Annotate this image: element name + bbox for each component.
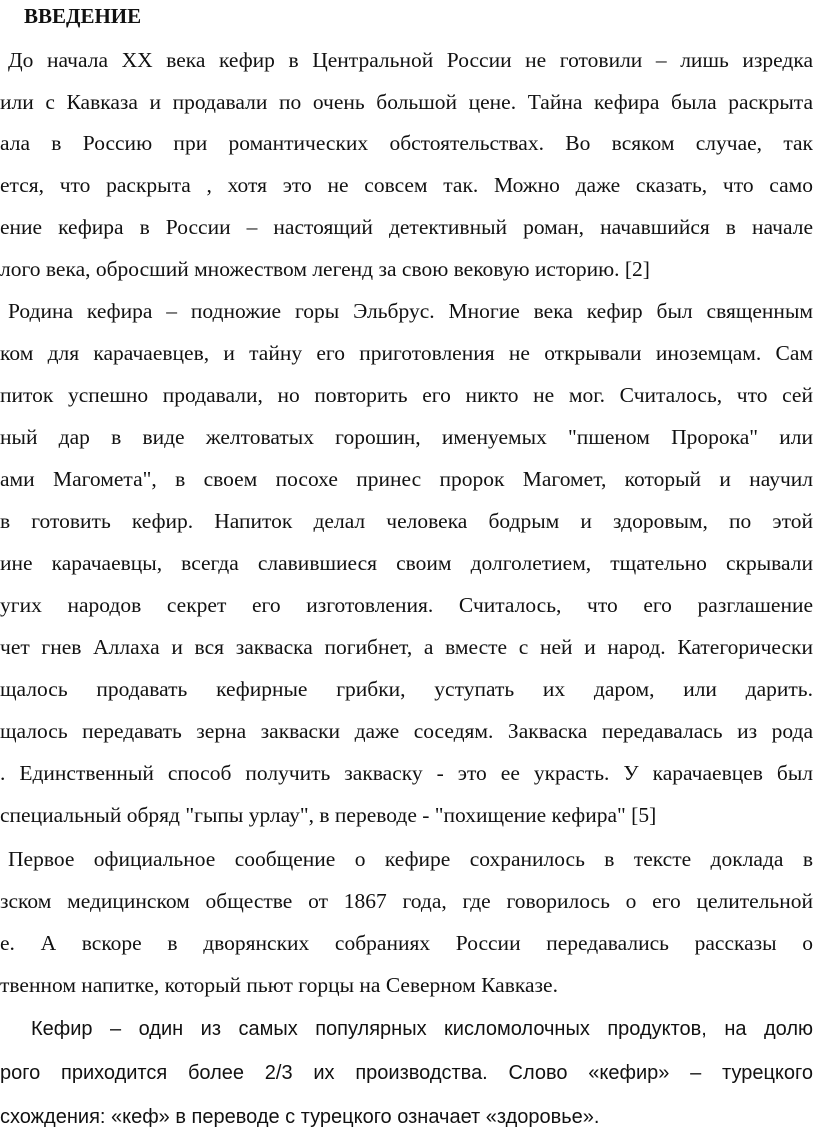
- paragraph-2-line-1: Родина кефира – подножие горы Эльбрус. Многие века кефир был священным: [8, 299, 813, 323]
- paragraph-3-line-4: твенном напитке, который пьют горцы на Северном Кавказе.: [0, 973, 558, 997]
- paragraph-2-line-2: ком для карачаевцев, и тайну его приготовления не открывали иноземцам. Сам: [0, 341, 813, 365]
- paragraph-1-line-1: До начала XX века кефир в Центральной России не готовили – лишь изредка: [8, 48, 813, 72]
- paragraph-2-line-4: ный дар в виде желтоватых горошин, именуемых "пшеном Пророка" или: [0, 425, 813, 449]
- paragraph-2-line-3: питок успешно продавали, но повторить его никто не мог. Считалось, что сей: [0, 383, 813, 407]
- paragraph-2-line-6: в готовить кефир. Напиток делал человека бодрым и здоровым, по этой: [0, 509, 813, 533]
- paragraph-1-line-4: ется, что раскрыта , хотя это не совсем так. Можно даже сказать, что само: [0, 173, 813, 197]
- paragraph-2-line-7: ине карачаевцы, всегда славившиеся своим долголетием, тщательно скрывали: [0, 551, 813, 575]
- paragraph-4-line-3: схождения: «кеф» в переводе с турецкого означает «здоровье».: [0, 1106, 600, 1128]
- paragraph-1-line-6: лого века, обросший множеством легенд за свою вековую историю. [2]: [0, 257, 650, 281]
- paragraph-2-line-11: щалось передавать зерна закваски даже соседям. Закваска передавалась из рода: [0, 719, 813, 743]
- paragraph-3-line-3: е. А вскоре в дворянских собраниях России передавались рассказы о: [0, 931, 813, 955]
- paragraph-2-line-9: чет гнев Аллаха и вся закваска погибнет, а вместе с ней и народ. Категорически: [0, 635, 813, 659]
- paragraph-2-line-10: щалось продавать кефирные грибки, уступать их даром, или дарить.: [0, 677, 813, 701]
- paragraph-2-line-8: угих народов секрет его изготовления. Считалось, что его разглашение: [0, 593, 813, 617]
- paragraph-1-line-5: ение кефира в России – настоящий детективный роман, начавшийся в начале: [0, 215, 813, 239]
- paragraph-3-line-1: Первое официальное сообщение о кефире сохранилось в тексте доклада в: [8, 847, 813, 871]
- paragraph-4-line-2: рого приходится более 2/3 их производства. Слово «кефир» – турецкого: [0, 1062, 813, 1084]
- paragraph-2-line-5: ами Магомета", в своем посохе принес пророк Магомет, который и научил: [0, 467, 813, 491]
- paragraph-1-line-2: или с Кавказа и продавали по очень большой цене. Тайна кефира была раскрыта: [0, 90, 813, 114]
- paragraph-1-line-3: ала в Россию при романтических обстоятельствах. Во всяком случае, так: [0, 131, 813, 155]
- paragraph-3-line-2: зском медицинском обществе от 1867 года, где говорилось о его целительной: [0, 889, 813, 913]
- paragraph-2-line-13: специальный обряд "гыпы урлау", в переводе - "похищение кефира" [5]: [0, 803, 657, 827]
- paragraph-2-line-12: . Единственный способ получить закваску - это ее украсть. У карачаевцев был: [0, 761, 813, 785]
- page-title: ВВЕДЕНИЕ: [24, 4, 142, 28]
- paragraph-4-line-1: Кефир – один из самых популярных кисломолочных продуктов, на долю: [31, 1018, 813, 1040]
